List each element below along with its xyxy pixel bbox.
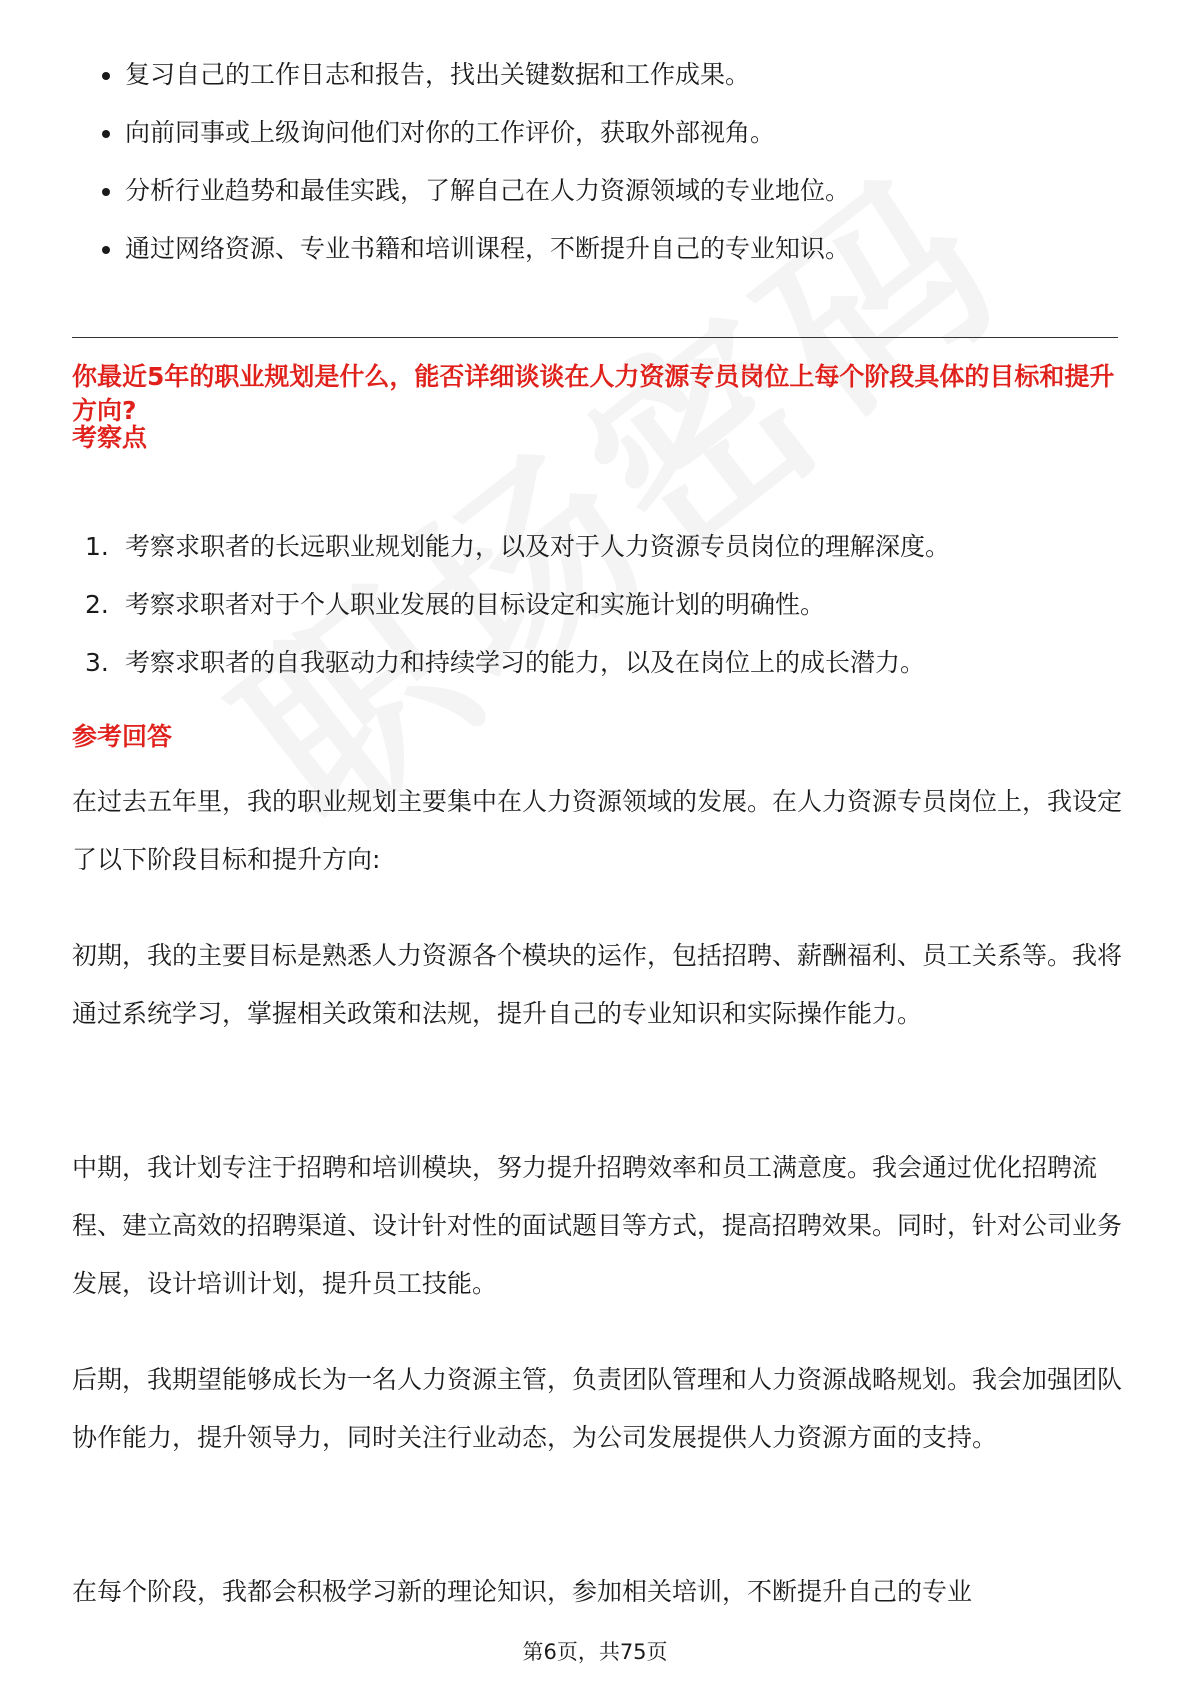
- list-text: 考察求职者的自我驱动力和持续学习的能力，以及在岗位上的成长潜力。: [125, 648, 926, 677]
- list-item: [72, 646, 1120, 680]
- answer-paragraph: 中期，我计划专注于招聘和培训模块，努力提升招聘效率和员工满意度。我会通过优化招聘流程、建立高效的招聘渠道、设计针对性的面试题目等方式，提高招聘效果。同时，针对公司业务发展，设计培训计划，提升员工技能。: [72, 1153, 1123, 1298]
- list-number: 2.: [85, 590, 109, 619]
- section-divider: [72, 337, 1118, 338]
- list-item: [72, 530, 1120, 564]
- answer-paragraph: 在过去五年里，我的职业规划主要集中在人力资源领域的发展。在人力资源专员岗位上，我设定了以下阶段目标和提升方向:: [72, 787, 1123, 874]
- answer-paragraph: 初期，我的主要目标是熟悉人力资源各个模块的运作，包括招聘、薪酬福利、员工关系等。我将通过系统学习，掌握相关政策和法规，提升自己的专业知识和实际操作能力。: [72, 941, 1123, 1028]
- assessment-list: [72, 530, 1120, 704]
- answer-paragraph: 在每个阶段，我都会积极学习新的理论知识，参加相关培训，不断提升自己的专业: [72, 1577, 973, 1606]
- page-footer: 第6页，共75页: [522, 1640, 668, 1664]
- list-number: 1.: [85, 532, 109, 561]
- assessment-heading: 考察点: [72, 423, 148, 452]
- question-heading: 你最近5年的职业规划是什么，能否详细谈谈在人力资源专员岗位上每个阶段具体的目标和提升方向?: [72, 362, 1115, 425]
- list-item: 分析行业趋势和最佳实践，了解自己在人力资源领域的专业地位。: [72, 174, 1120, 208]
- list-number: 3.: [85, 648, 109, 677]
- list-item: [72, 588, 1120, 622]
- list-item: 复习自己的工作日志和报告，找出关键数据和工作成果。: [72, 58, 1120, 92]
- list-text: 考察求职者的长远职业规划能力，以及对于人力资源专员岗位的理解深度。: [125, 532, 951, 561]
- top-bullet-list: [72, 58, 1120, 266]
- answer-heading: 参考回答: [72, 722, 173, 751]
- list-text: 考察求职者对于个人职业发展的目标设定和实施计划的明确性。: [125, 590, 826, 619]
- list-item: 向前同事或上级询问他们对你的工作评价，获取外部视角。: [72, 116, 1120, 150]
- answer-paragraph: 后期，我期望能够成长为一名人力资源主管，负责团队管理和人力资源战略规划。我会加强团队协作能力，提升领导力，同时关注行业动态，为公司发展提供人力资源方面的支持。: [72, 1365, 1123, 1452]
- list-item: 通过网络资源、专业书籍和培训课程，不断提升自己的专业知识。: [72, 232, 1120, 266]
- top-bullet-section: [72, 58, 1120, 290]
